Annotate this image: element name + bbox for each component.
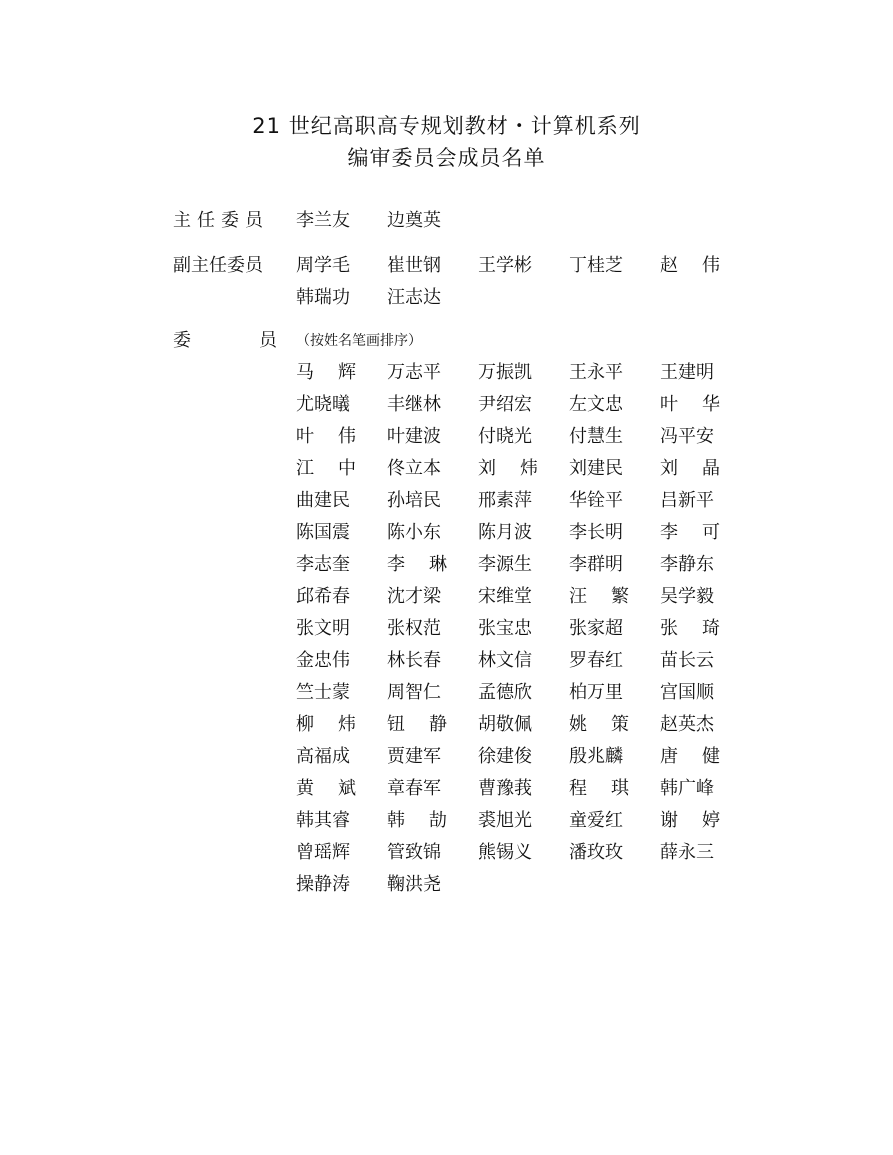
name-char: 李 xyxy=(660,522,678,543)
name-entry: 李志奎 xyxy=(296,554,350,575)
member-names xyxy=(296,357,751,901)
name-char: 柳 xyxy=(296,714,314,735)
name-entry xyxy=(478,453,538,485)
name-char: 刘 xyxy=(660,458,678,479)
name-char: 汪 xyxy=(569,586,587,607)
name-char: 中 xyxy=(338,458,356,479)
name-entry: 周学毛 xyxy=(296,255,350,276)
name-char: 琪 xyxy=(611,778,629,799)
name-char: 李 xyxy=(387,554,405,575)
name-char: 琦 xyxy=(702,618,720,639)
name-char: 江 xyxy=(296,458,314,479)
name-entry: 罗春红 xyxy=(569,650,623,671)
name-entry: 周智仁 xyxy=(387,682,441,703)
name-entry xyxy=(660,389,720,421)
name-entry: 薛永三 xyxy=(660,842,714,863)
name-entry: 万振凯 xyxy=(478,362,532,383)
name-entry: 丰继林 xyxy=(387,394,441,415)
name-char: 劼 xyxy=(429,810,447,831)
name-entry xyxy=(569,709,629,741)
name-entry: 童爱红 xyxy=(569,810,623,831)
name-entry xyxy=(660,741,720,773)
title-block xyxy=(0,110,893,174)
name-entry: 管致锦 xyxy=(387,842,441,863)
name-char: 伟 xyxy=(702,255,720,276)
name-entry: 李源生 xyxy=(478,554,532,575)
name-entry: 裘旭光 xyxy=(478,810,532,831)
name-entry: 赵英杰 xyxy=(660,714,714,735)
name-char: 健 xyxy=(702,746,720,767)
name-entry: 苗长云 xyxy=(660,650,714,671)
name-char: 黄 xyxy=(296,778,314,799)
name-entry: 潘玫玫 xyxy=(569,842,623,863)
director-label: 主任委员 xyxy=(173,210,269,231)
name-entry xyxy=(296,773,356,805)
name-char: 唐 xyxy=(660,746,678,767)
name-entry: 付晓光 xyxy=(478,426,532,447)
name-char: 婷 xyxy=(702,810,720,831)
name-char: 程 xyxy=(569,778,587,799)
name-entry: 胡敬佩 xyxy=(478,714,532,735)
name-entry: 汪志达 xyxy=(387,287,441,308)
name-entry: 林文信 xyxy=(478,650,532,671)
name-char: 斌 xyxy=(338,778,356,799)
committee-title: 编审委员会成员名单 xyxy=(347,146,546,170)
name-char: 晶 xyxy=(702,458,720,479)
name-entry: 林长春 xyxy=(387,650,441,671)
name-entry: 徐建俊 xyxy=(478,746,532,767)
name-entry xyxy=(569,773,629,805)
name-char: 谢 xyxy=(660,810,678,831)
name-char: 炜 xyxy=(338,714,356,735)
name-entry: 邱希春 xyxy=(296,586,350,607)
name-entry xyxy=(387,549,447,581)
name-entry: 孙培民 xyxy=(387,490,441,511)
name-entry: 佟立本 xyxy=(387,458,441,479)
name-entry: 殷兆麟 xyxy=(569,746,623,767)
name-entry xyxy=(387,805,447,837)
name-char: 辉 xyxy=(338,362,356,383)
name-char: 静 xyxy=(429,714,447,735)
name-entry: 张宝忠 xyxy=(478,618,532,639)
name-entry: 韩其睿 xyxy=(296,810,350,831)
name-entry xyxy=(387,709,447,741)
name-entry xyxy=(660,250,720,282)
name-entry: 章春军 xyxy=(387,778,441,799)
name-entry: 陈国震 xyxy=(296,522,350,543)
name-entry: 曲建民 xyxy=(296,490,350,511)
vice-director-label: 副主任委员 xyxy=(173,255,263,276)
name-entry: 鞠洪尧 xyxy=(387,874,441,895)
name-entry xyxy=(660,805,720,837)
name-entry: 宫国顺 xyxy=(660,682,714,703)
name-char: 赵 xyxy=(660,255,678,276)
name-char: 华 xyxy=(702,394,720,415)
members-label-char-2: 员 xyxy=(259,330,277,351)
name-char: 炜 xyxy=(520,458,538,479)
series-title: 21 世纪高职高专规划教材・计算机系列 xyxy=(252,114,641,138)
name-entry: 尤晓㬢 xyxy=(296,394,350,415)
vice-director-names xyxy=(296,250,751,314)
name-entry xyxy=(660,517,720,549)
name-entry xyxy=(660,453,720,485)
name-entry: 熊锡义 xyxy=(478,842,532,863)
name-entry: 尹绍宏 xyxy=(478,394,532,415)
name-entry: 刘建民 xyxy=(569,458,623,479)
name-entry: 邢素萍 xyxy=(478,490,532,511)
name-entry: 万志平 xyxy=(387,362,441,383)
name-entry: 李群明 xyxy=(569,554,623,575)
name-entry: 李兰友 xyxy=(296,210,350,231)
name-entry: 李长明 xyxy=(569,522,623,543)
name-entry: 华铨平 xyxy=(569,490,623,511)
name-entry: 操静涛 xyxy=(296,874,350,895)
name-entry: 丁桂芝 xyxy=(569,255,623,276)
name-entry: 张家超 xyxy=(569,618,623,639)
name-entry: 沈才梁 xyxy=(387,586,441,607)
name-entry xyxy=(569,581,629,613)
name-entry: 李静东 xyxy=(660,554,714,575)
name-char: 刘 xyxy=(478,458,496,479)
name-entry: 韩瑞功 xyxy=(296,287,350,308)
name-entry: 宋维堂 xyxy=(478,586,532,607)
name-entry: 边奠英 xyxy=(387,210,441,231)
name-entry: 陈月波 xyxy=(478,522,532,543)
name-entry xyxy=(296,357,356,389)
name-entry: 孟德欣 xyxy=(478,682,532,703)
name-entry: 左文忠 xyxy=(569,394,623,415)
name-char: 琳 xyxy=(429,554,447,575)
name-entry: 王永平 xyxy=(569,362,623,383)
name-entry xyxy=(296,453,356,485)
name-entry: 张文明 xyxy=(296,618,350,639)
name-entry: 高福成 xyxy=(296,746,350,767)
name-entry: 吴学毅 xyxy=(660,586,714,607)
name-char: 策 xyxy=(611,714,629,735)
name-entry: 贾建军 xyxy=(387,746,441,767)
director-names xyxy=(296,205,751,237)
name-entry: 曹豫莪 xyxy=(478,778,532,799)
name-char: 马 xyxy=(296,362,314,383)
name-char: 韩 xyxy=(387,810,405,831)
name-char: 叶 xyxy=(296,426,314,447)
name-entry: 崔世钢 xyxy=(387,255,441,276)
name-entry xyxy=(296,709,356,741)
name-entry: 柏万里 xyxy=(569,682,623,703)
name-char: 可 xyxy=(702,522,720,543)
name-entry xyxy=(296,421,356,453)
name-entry: 曾瑶辉 xyxy=(296,842,350,863)
name-char: 钮 xyxy=(387,714,405,735)
name-entry: 竺士蒙 xyxy=(296,682,350,703)
name-entry: 叶建波 xyxy=(387,426,441,447)
name-char: 伟 xyxy=(338,426,356,447)
members-label xyxy=(173,325,277,357)
name-entry: 陈小东 xyxy=(387,522,441,543)
name-char: 姚 xyxy=(569,714,587,735)
name-char: 叶 xyxy=(660,394,678,415)
name-entry: 王学彬 xyxy=(478,255,532,276)
name-entry: 吕新平 xyxy=(660,490,714,511)
name-entry: 冯平安 xyxy=(660,426,714,447)
name-entry: 金忠伟 xyxy=(296,650,350,671)
name-entry xyxy=(660,613,720,645)
name-char: 张 xyxy=(660,618,678,639)
members-label-char-1: 委 xyxy=(173,330,191,351)
sort-order-note: （按姓名笔画排序） xyxy=(296,333,422,349)
name-entry: 韩广峰 xyxy=(660,778,714,799)
name-entry: 付慧生 xyxy=(569,426,623,447)
name-entry: 张权范 xyxy=(387,618,441,639)
name-entry: 王建明 xyxy=(660,362,714,383)
name-char: 繁 xyxy=(611,586,629,607)
